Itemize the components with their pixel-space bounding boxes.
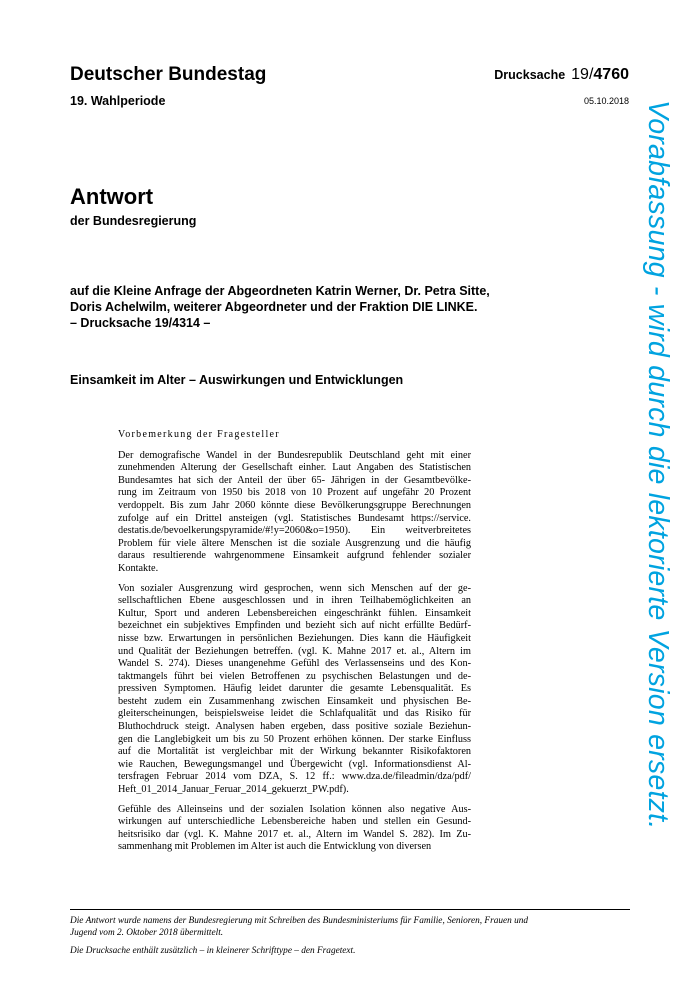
inquiry-line: – Drucksache 19/4314 – [70,316,211,330]
parliament-name: Deutscher Bundestag [70,64,267,85]
preliminary-heading: Vorbemerkung der Fragesteller [118,429,280,440]
document-date: 05.10.2018 [583,96,629,106]
paragraph-line: Wandel S. 274). Dieses unangenehme Gefühl des Verlassenseins und des Kon- [118,658,471,670]
paragraph-line: daraus resultierende wahrgenommene Einsamkeit aufgrund fehlender sozialer [118,550,471,562]
drucksache-number-bold: 4760 [593,66,629,83]
paragraph [118,450,471,576]
footnote-line: Die Drucksache enthält zusätzlich – in kleinerer Schrifttype – den Fragetext. [70,946,356,956]
paragraph-line: taktmangels führt bei vielen Betroffenen zu psychischen Belastungen und de- [118,670,471,682]
footnote-line: Die Antwort wurde namens der Bundesregierung mit Schreiben des Bundesministeriums für Familie, Senioren, Frauen und [70,916,529,926]
paragraph-line: wirkungen auf unterschiedliche Lebensbereiche haben und stellen ein Gesund- [118,816,471,828]
legislative-period: 19. Wahlperiode [70,94,166,108]
document-subtitle: der Bundesregierung [70,214,197,228]
paragraph-line: Gefühle des Alleinseins und der sozialen Isolation können also negative Aus- [118,803,471,815]
paragraph-line: destatis.de/bevoelkerungspyramide/#!y=2060&o=1950). Ein weitverbreitetes [118,525,471,537]
paragraph-line: Bluthochdruck steigt. Analysen haben ergeben, dass positive soziale Beziehun- [118,721,471,733]
paragraph-line: Bundesamtes hat sich der Anteil der über 65- Jährigen in der Gesamtbevölke- [118,474,471,486]
paragraph-line: pressiven Symptomen. Häufig leidet darunter die gesamte Lebensqualität. Es [118,683,471,695]
paragraph-line: besteht zudem ein Zusammenhang zwischen Einsamkeit und physischen Be- [118,695,471,707]
drucksache-prefix: 19/ [571,66,594,83]
watermark-container [640,100,680,900]
inquiry-reference [70,283,570,331]
paragraph-line: Kultur, Sport und anderen Lebensbereichen eingeschränkt fühlen. Einsamkeit [118,607,471,619]
drucksache-number [494,66,629,84]
paragraph-line: zufolge auf ein Drittel ansteigen (vgl. Statistisches Bundesamt https://service. [118,512,471,524]
paragraph-line: gleiterscheinungen, beispielsweise leidet die Schlafqualität und das Risiko für [118,708,471,720]
preliminary-remarks [118,429,471,861]
drucksache-label: Drucksache [494,68,566,82]
document-title: Antwort [70,184,154,209]
paragraph-line: sellschaftlichen Ebene ausgeschlossen und in ihren Teilhabemöglichkeiten an [118,595,471,607]
paragraph-line: wie Rauchen, Bewegungsmangel und Übergewicht (vgl. Informationsdienst Al- [118,758,471,770]
footnote-line: Jugend vom 2. Oktober 2018 übermittelt. [70,928,224,938]
paragraph-line: verdoppelt. Bis zum Jahr 2060 könnte diese Bevölkerungsgruppe Berechnungen [118,499,471,511]
preliminary-paragraphs [118,450,471,854]
paragraph-line: sammenhang mit Problemen im Alter ist auch die Entwicklung von diversen [118,841,432,853]
inquiry-topic: Einsamkeit im Alter – Auswirkungen und Entwicklungen [70,373,404,387]
paragraph-line: auf die Mortalität ist vergleichbar mit der Wirkung bekannter Risikofaktoren [118,746,471,758]
paragraph-line: Heft_01_2014_Januar_Feruar_2014_gekuerzt_PW.pdf). [118,784,349,796]
paragraph-line: Der demografische Wandel in der Bundesrepublik Deutschland geht mit einer [118,449,471,461]
paragraph-line: zunehmenden Alterung der Gesellschaft einher. Laut Angaben des Statistischen [118,462,471,474]
footer-divider [70,909,630,910]
draft-watermark: Vorabfassung - wird durch die lektorierte Version ersetzt. [642,100,674,830]
paragraph-line: rung im Zeitraum von 1950 bis 2018 von 10 Prozent auf ungefähr 20 Prozent [118,487,471,499]
paragraph-line: und Qualität der Beziehungen betreffen. (vgl. K. Mahne 2017 et. al., Altern im [118,645,471,657]
paragraph-line: tersfragen Februar 2014 vom DZA, S. 12 ff.: www.dza.de/fileadmin/dza/pdf/ [118,771,471,783]
paragraph-line: Problem für viele ältere Menschen ist die soziale Ausgrenzung und die häufig [118,537,471,549]
paragraph-line: Von sozialer Ausgrenzung wird gesprochen, wenn sich Menschen auf der ge- [118,582,471,594]
inquiry-line: Doris Achelwilm, weiterer Abgeordneter und der Fraktion DIE LINKE. [70,300,478,314]
paragraph-line: heitsrisiko dar (vgl. K. Mahne 2017 et. al., Altern im Wandel S. 282). Im Zu- [118,828,471,840]
paragraph [118,804,471,854]
paragraph [118,583,471,797]
paragraph-line: Kontakte. [118,562,159,574]
paragraph-line: gen die Langlebigkeit um bis zu 50 Prozent erhöhen können. Der starke Einfluss [118,733,471,745]
paragraph-line: bezeichnet ein subjektives Empfinden und bezieht sich auf nicht erfüllte Bedürf- [118,620,471,632]
footnotes [70,915,635,957]
inquiry-line: auf die Kleine Anfrage der Abgeordneten Katrin Werner, Dr. Petra Sitte, [70,284,490,298]
paragraph-line: nisse bzw. Erwartungen in persönlichen Beziehungen. Dies kann die Häufigkeit [118,632,471,644]
